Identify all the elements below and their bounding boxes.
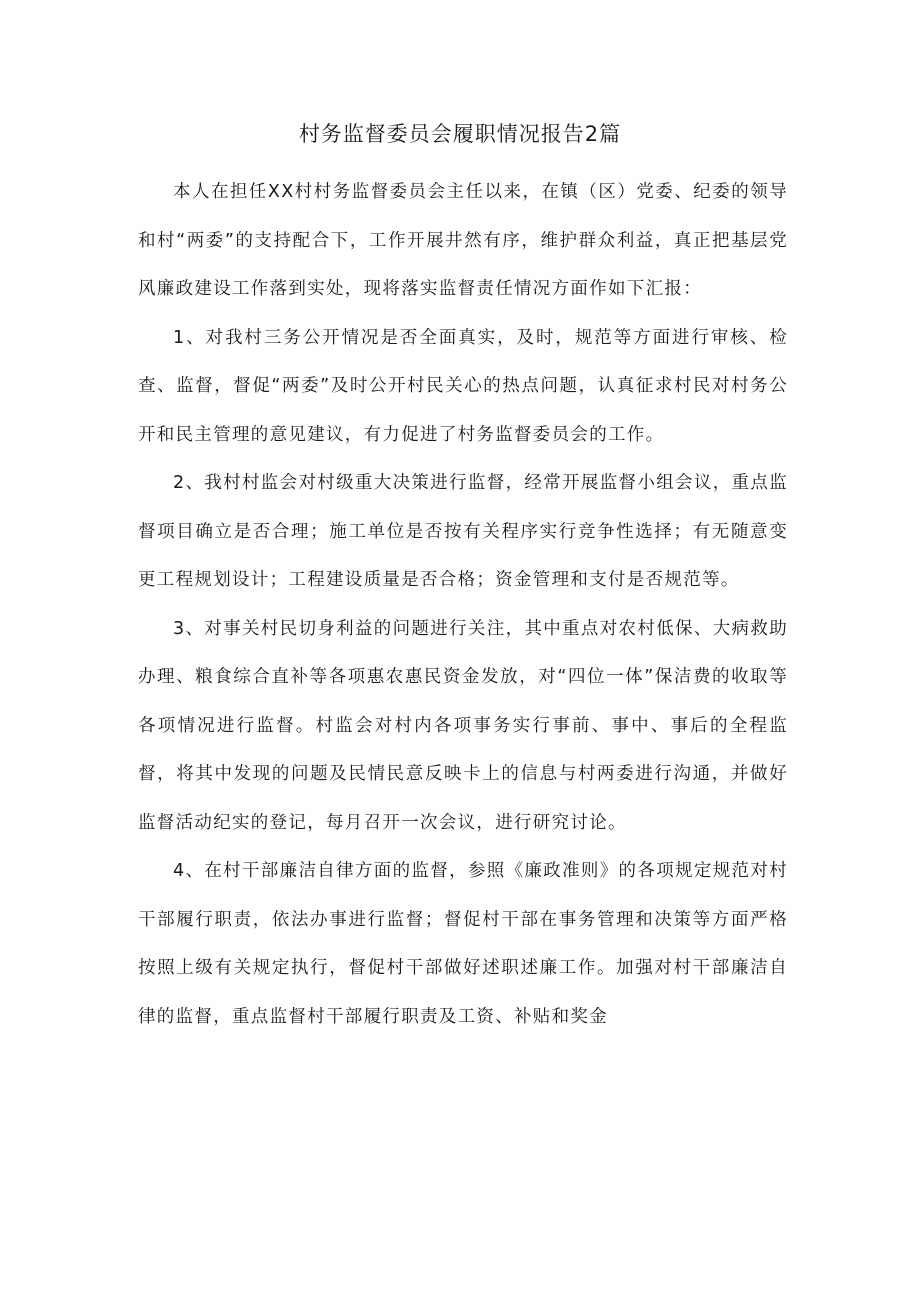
paragraph-intro: 本人在担任XX村村务监督委员会主任以来，在镇（区）党委、纪委的领导和村“两委”的支持配合下，工作开展井然有序，维护群众利益，真正把基层党风廉政建设工作落到实处，现将落实监督责任情况方面作如下汇报： (138, 182, 788, 299)
paragraph-item-3: 3、对事关村民切身利益的问题进行关注，其中重点对农村低保、大病救助办理、粮食综合直补等各项惠农惠民资金发放，对“四位一体”保洁费的收取等各项情况进行监督。村监会对村内各项事务实行事前、事中、事后的全程监督，将其中发现的问题及民情民意反映卡上的信息与村两委进行沟通，并做好监督活动纪实的登记，每月召开一次会议，进行研究讨论。 (138, 618, 788, 833)
paragraph-item-1: 1、对我村三务公开情况是否全面真实，及时，规范等方面进行审核、检查、监督，督促“两委”及时公开村民关心的热点问题，认真征求村民对村务公开和民主管理的意见建议，有力促进了村务监督委员会的工作。 (138, 327, 788, 445)
paragraph-item-4: 4、在村干部廉洁自律方面的监督，参照《廉政准则》的各项规定规范对村干部履行职责，依法办事进行监督；督促村干部在事务管理和决策等方面严格按照上级有关规定执行，督促村干部做好述职述廉工作。加强对村干部廉洁自律的监督，重点监督村干部履行职责及工资、补贴和奖金 (138, 861, 788, 1027)
document-title: 村务监督委员会履职情况报告2篇 (298, 122, 622, 146)
document-body (138, 168, 788, 1041)
paragraph-item-2: 2、我村村监会对村级重大决策进行监督，经常开展监督小组会议，重点监督项目确立是否合理；施工单位是否按有关程序实行竞争性选择；有无随意变更工程规划设计；工程建设质量是否合格；资金管理和支付是否规范等。 (138, 473, 788, 590)
